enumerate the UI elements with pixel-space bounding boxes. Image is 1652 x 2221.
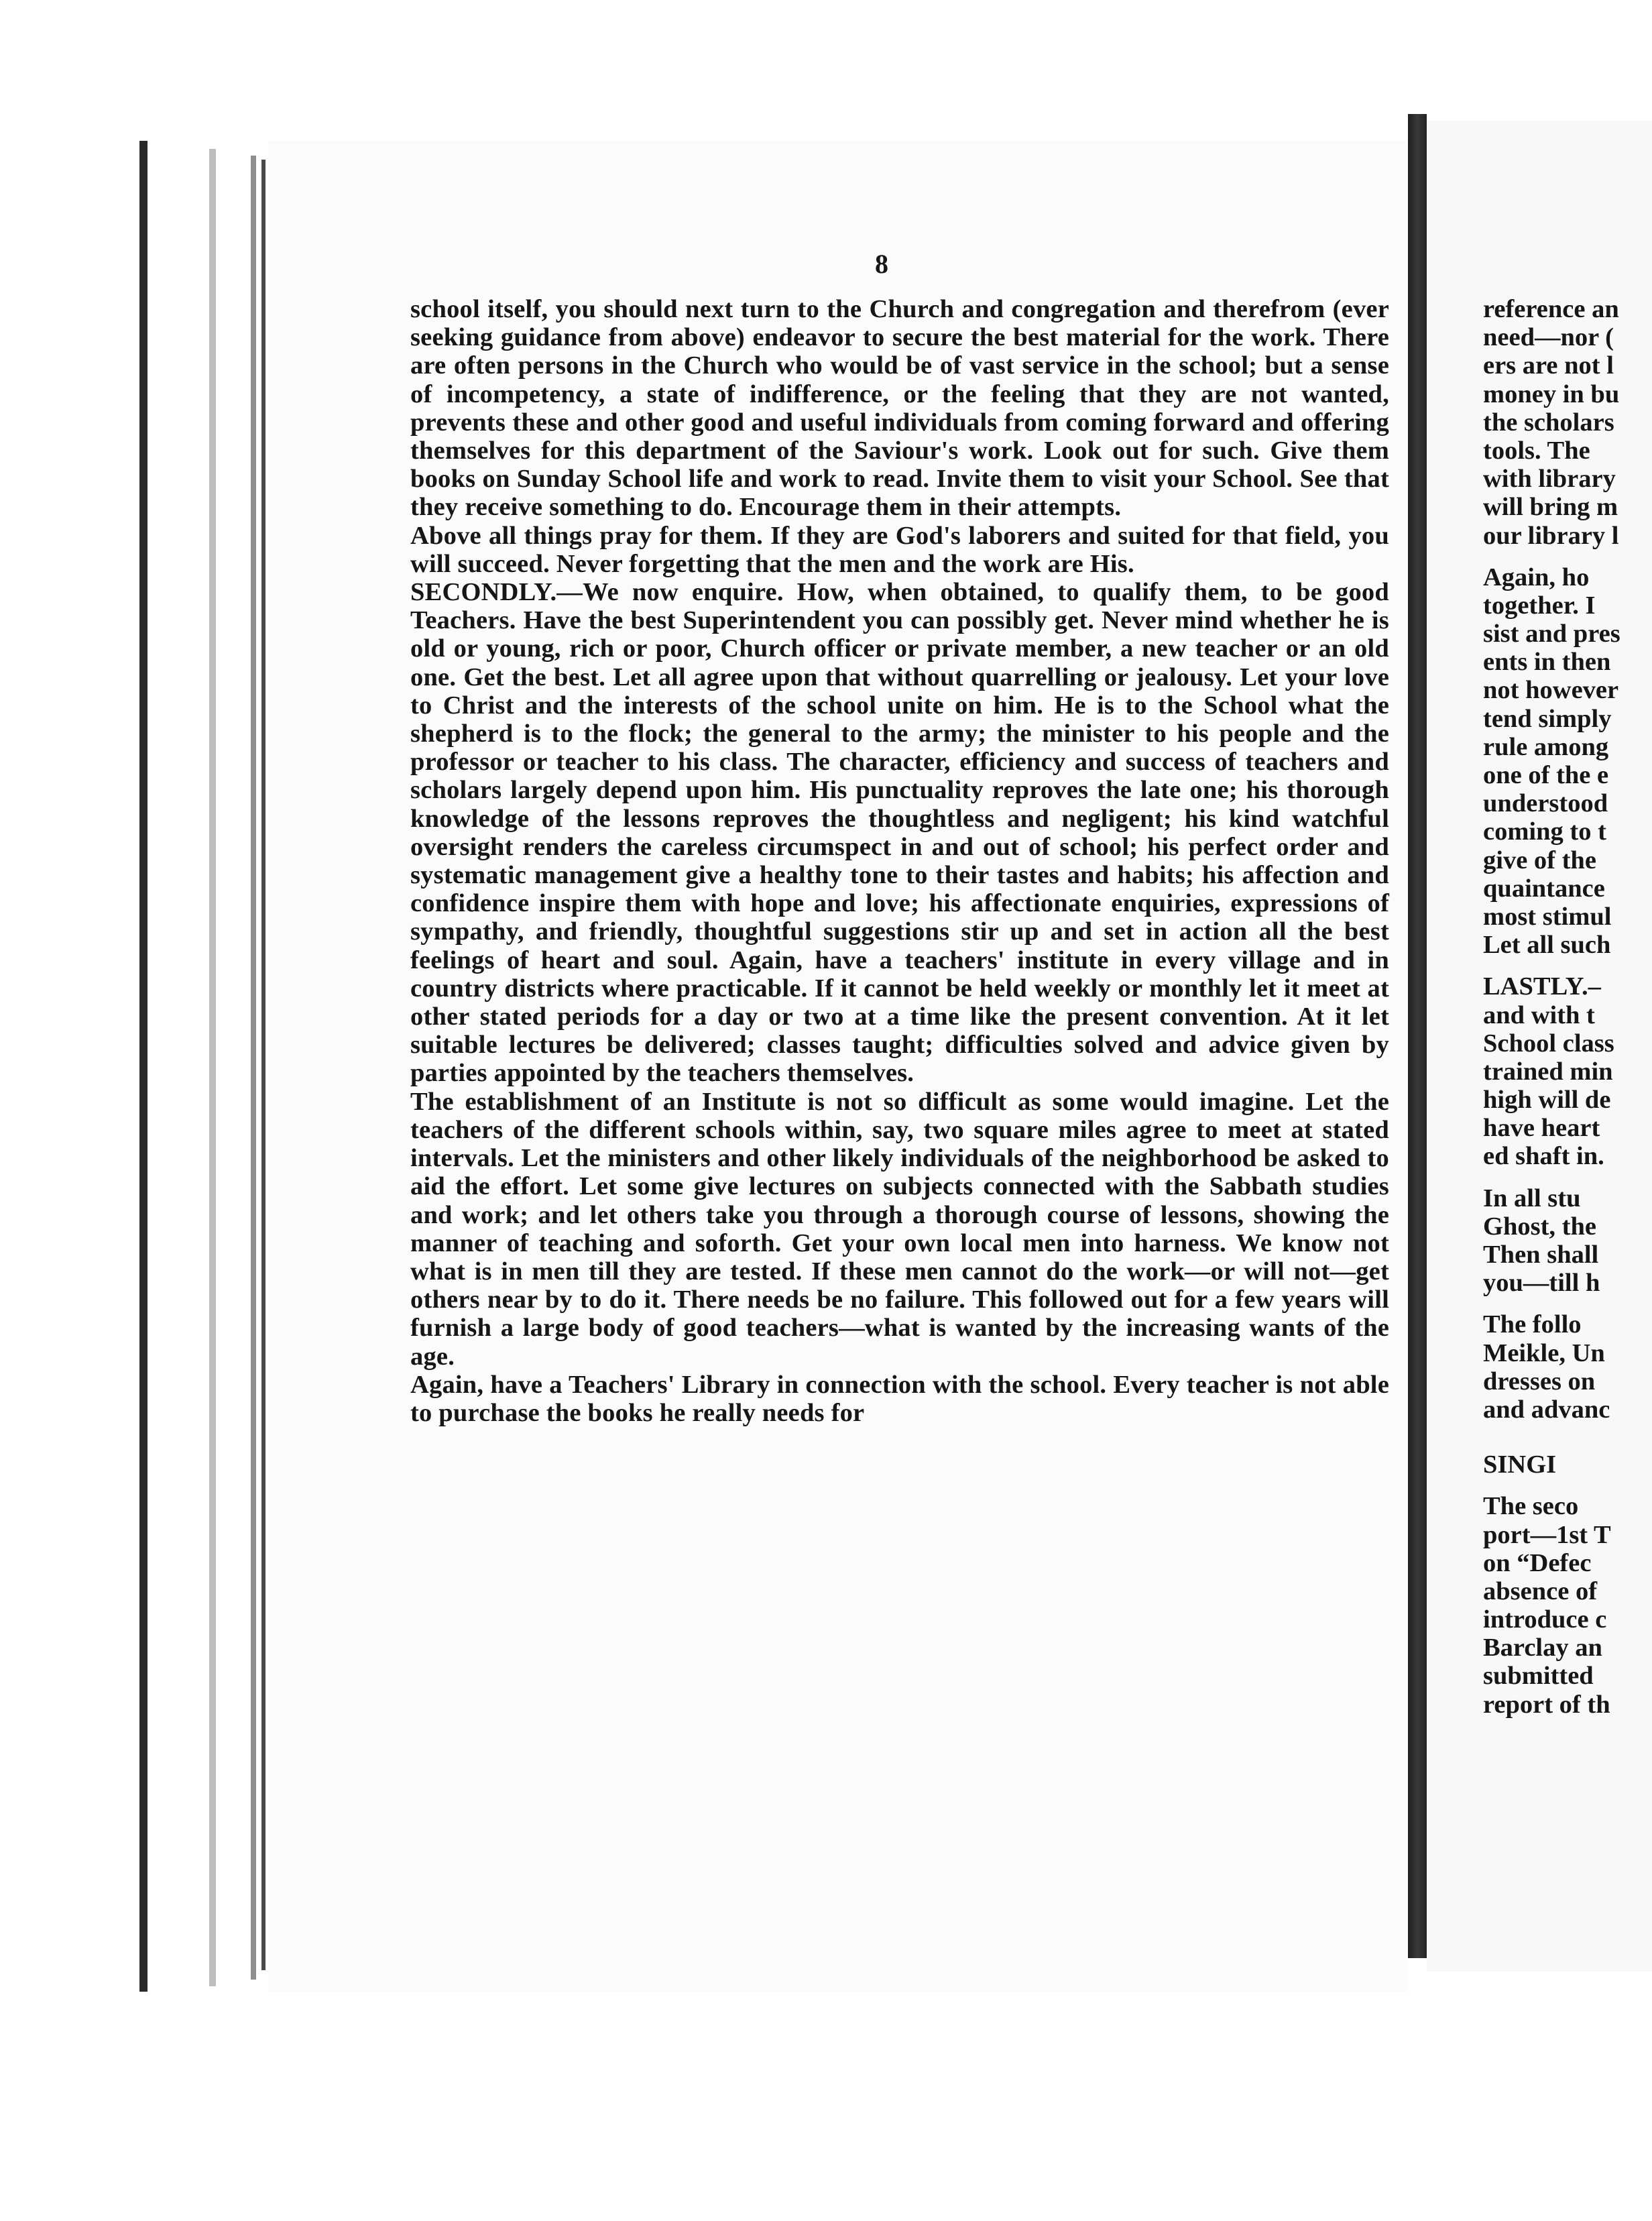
right-column-line: SINGI	[1483, 1450, 1557, 1479]
right-column-line: not however	[1483, 676, 1619, 705]
right-column-line: quaintance	[1483, 874, 1605, 903]
right-column-line: you—till h	[1483, 1269, 1600, 1298]
right-column-line: need—nor (	[1483, 323, 1614, 352]
paragraph-gap	[1483, 1171, 1652, 1184]
right-column-line: port—1st T	[1483, 1520, 1611, 1549]
right-column-line: ed shaft in.	[1483, 1142, 1604, 1171]
right-column-line: high will de	[1483, 1086, 1611, 1115]
paragraph-gap	[1483, 1297, 1652, 1310]
right-column-line: LASTLY.–	[1483, 972, 1601, 1001]
right-column-line: most stimul	[1483, 902, 1612, 931]
right-column-line: School class	[1483, 1029, 1614, 1058]
page-stack-edge	[251, 156, 256, 1980]
right-column-line: The seco	[1483, 1492, 1579, 1521]
right-column-line: In all stu	[1483, 1184, 1581, 1212]
page-stack-edge	[261, 160, 266, 1970]
right-column-line: our library l	[1483, 521, 1619, 550]
right-column-line: coming to t	[1483, 817, 1606, 846]
right-column-line: on “Defec	[1483, 1548, 1592, 1577]
right-column-line: tools. The	[1483, 436, 1590, 465]
paragraph-gap	[1483, 1437, 1652, 1450]
right-column-line: and advanc	[1483, 1395, 1610, 1424]
paragraph-gap	[1483, 1424, 1652, 1437]
paragraph-gap	[1483, 1479, 1652, 1492]
right-column-line: ents in then	[1483, 648, 1611, 677]
book-edge-shadow	[139, 141, 148, 1992]
right-column-line: reference an	[1483, 295, 1619, 323]
right-column-line: absence of	[1483, 1577, 1598, 1605]
right-column-line: one of the e	[1483, 761, 1609, 789]
right-column-line: The follo	[1483, 1310, 1582, 1339]
right-column-line: money in bu	[1483, 380, 1620, 408]
paragraph-gap	[1483, 959, 1652, 972]
right-column-line: rule among	[1483, 732, 1609, 761]
paragraph-gap	[1483, 550, 1652, 563]
right-column-line: with library	[1483, 465, 1616, 494]
scan-margin	[0, 0, 141, 2221]
right-column-line: introduce c	[1483, 1605, 1607, 1634]
right-column-line: the scholars	[1483, 408, 1614, 437]
right-column-line: Then shall	[1483, 1241, 1599, 1269]
right-column-line: dresses on	[1483, 1367, 1596, 1396]
page-stack-edge	[209, 149, 216, 1986]
right-column-line: submitted	[1483, 1662, 1594, 1691]
right-column-line: sist and pres	[1483, 620, 1620, 648]
book-gutter	[1408, 114, 1427, 1958]
right-column-line: Let all such	[1483, 931, 1611, 960]
right-column-line: will bring m	[1483, 493, 1618, 522]
right-column-line: understood	[1483, 789, 1608, 818]
right-column-line: have heart	[1483, 1114, 1600, 1143]
right-column-line: Barclay an	[1483, 1634, 1602, 1662]
page-number: 8	[875, 249, 888, 279]
right-column-line: tend simply	[1483, 704, 1612, 733]
right-column-line: Meikle, Un	[1483, 1339, 1605, 1367]
right-column-line: Again, ho	[1483, 563, 1590, 591]
right-column-text	[1483, 295, 1652, 1719]
right-column-line: together. I	[1483, 591, 1596, 620]
right-column-line: trained min	[1483, 1057, 1613, 1086]
left-column-body-text: school itself, you should next turn to the Church and congregation and therefrom (ever seeking guidance from above) endeavor to secure the best material for the work. There are often persons in the Church who would be of vast service in the school; but a sense of incompetency, a state of indifference, or the feeling that they are not wanted, prevents these and other good and useful individuals from coming forward and offering themselves for this department of the Saviour's work. Look out for such. Give them books on Sunday School life and work to read. Invite them to visit your School. See that they receive something to do. Encourage them in their attempts. Above all things pray for them. If they are God's laborers and suited for that field, you will succeed. Never forgetting that the men and the work are His. SECONDLY.—We now enquire. How, when obtained, to qualify them, to be good Teachers. Have the best Superintendent you can possibly get. Never mind whether he is old or young, rich or poor, Church officer or private member, a new teacher or an old one. Get the best. Let all agree upon that without quarrelling or jealousy. Let your love to Christ and the interests of the school unite on him. He is to the School what the shepherd is to the flock; the general to the army; the minister to his people and the professor or teacher to his class. The character, efficiency and success of teachers and scholars largely depend upon him. His punctuality reproves the late one; his thorough knowledge of the lessons reproves the thoughtless and negligent; his kind watchful oversight renders the careless circumspect in and out of school; his perfect order and systematic management give a healthy tone to their tastes and habits; his affection and confidence inspire them with hope and love; his affectionate enquiries, expressions of sympathy, and friendly, thoughtful suggestions stir up and set in action all the best feelings of heart and soul. Again, have a teachers' institute in every village and in country districts where practicable. If it cannot be held weekly or monthly let it meet at other stated periods for a day or two at a time like the present convention. At it let suitable lectures be delivered; classes taught; difficulties solved and advice given by parties appointed by the teachers themselves. The establishment of an Institute is not so difficult as some would imagine. Let the teachers of the different schools within, say, two square miles agree to meet at stated intervals. Let the ministers and other likely individuals of the neighborhood be asked to aid the effort. Let some give lectures on subjects connected with the Sabbath studies and work; and let others take you through a thorough course of lessons, showing the manner of teaching and soforth. Get your own local men into harness. We know not what is in men till they are tested. If these men cannot do the work—or will not—get others near by to do it. There needs be no failure. This followed out for a few years will furnish a large body of good teachers—what is wanted by the increasing wants of the age. Again, have a Teachers' Library in connection with the school. Every teacher is not able to purchase the books he really needs for	[410, 295, 1389, 1427]
right-column-line: report of th	[1483, 1690, 1610, 1719]
right-column-line: and with t	[1483, 1001, 1595, 1029]
right-column-line: ers are not l	[1483, 351, 1614, 380]
right-column-line: Ghost, the	[1483, 1212, 1596, 1241]
right-column-line: give of the	[1483, 846, 1596, 874]
